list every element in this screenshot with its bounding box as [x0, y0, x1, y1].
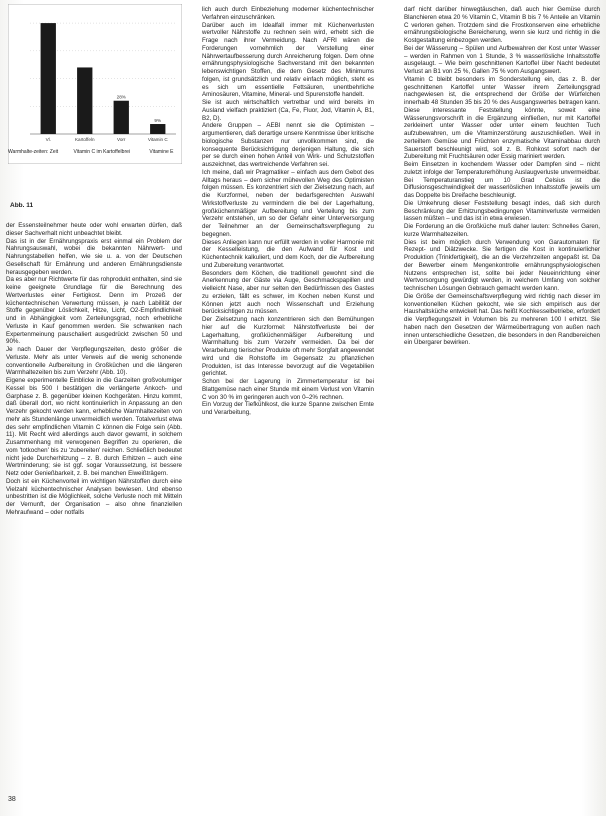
paragraph: Vitamin C bleibt besonders im Sonderstellung ein, das z. B. der geschnittenen Kartoffel unter Wasser ihrem Zerteilungsgrad nachgewiesen ist, die entsprechend der Größe der Würfelchen innerhalb 48 Stunden 35 bis 20 % des Ausgangswertes betragen kann. Diese interessante Feststellung könnte, soweit eine Wässerungsvorschrift in die Ergänzung einfließen, nur mit Kartoffel zerkleinert unter Wasser oder unter einem feuchten Tuch aufzubewahren, um die Vitaminzerstörung auszuschließen. Weil in zerteiltem Gemüse und Früchten enzymatische Vitaminabbau durch Sauerstoff beschleunigt wird, soll z. B. Rohkost sofort nach der Zubereitung mit Fruchtsäuren oder Essig mariniert werden. — [404, 75, 600, 161]
text-column-3 — [404, 6, 600, 347]
paragraph: darf nicht darüber hinwegtäuschen, daß auch hier Gemüse durch Blanchieren etwa 20 % Vitamin C, Vitamin B bis 7 % Anteile an Vitamin C verloren gehen. Trotzdem sind die Frostkonserven eine erhebliche ernährungsbiologische Bereicherung, wenn sie kurz und richtig in die Kostgestaltung einbezogen werden. — [404, 6, 600, 44]
bar-chart — [8, 4, 182, 164]
paragraph: Je nach Dauer der Verpflegungszeiten, desto größer die Verluste. Mehr als unter Verweis auf die wenig schonende conventionelle Aufbereitung in Großküchen und die längeren Warmhaltezeiten bis zum Verzehr (Abb. 10). — [6, 346, 182, 377]
paragraph: Dieses Anliegen kann nur erfüllt werden in voller Harmonie mit der Kesselleistung, die den Aufwand für Kost und Küchentechnik kalkuliert, und dem Koch, der die Aufbereitung und Zubereitung verantwortet. — [202, 238, 374, 269]
paragraph: Besonders dem Köchen, die traditionell gewohnt sind die Anerkennung der Gäste via Auge, Geschmackspapillen und vielleicht Nase, aber nur selten den Bedürfnissen des Gastes zu erzielen, fällt es schwer, im Kochen neben Kunst und Können jetzt auch noch Wissenschaft und Erziehung berücksichtigen zu müssen. — [202, 269, 374, 316]
paragraph: Ein Vorzug der Tiefkühlkost, die kurze Spanne zwischen Ernte und Verarbeitung, — [202, 401, 374, 416]
paragraph: Doch ist ein Küchenvorteil im wichtigen Nährstoffen durch eine Vielzahl küchentechnischer Analysen bewiesen. Und ebenso unbestritten ist die Möglichkeit, solche Verluste noch mit Mitteln der Vernunft, der Organisation – also ohne finanziellen Mehraufwand – oder notfalls — [6, 477, 182, 516]
page-number: 38 — [8, 796, 16, 803]
category-label-2: Vorr — [117, 137, 126, 142]
bar-2 — [114, 101, 129, 134]
value-label-2: 28% — [116, 94, 126, 100]
paragraph: Sie ist auch wirtschaftlich vertretbar und wird bereits im Ausland vielfach praktiziert (Ca, Fe, Fluor, Jod, Vitamin A, B1, B2, D). — [202, 99, 374, 122]
paragraph: Andere Gruppen – AEBI nennt sie die Optimisten – argumentieren, daß derartige unsere Kenntnisse über kritische biologische Substanzen nur unvollkommen sind, die konsequente Berücksichtigung derjenigen Haltung, die sich per se durch einen hohen Anteil von Wirk- und Schutzstoffen auszeichnet, das wertreichende Verfahren sei. — [202, 122, 374, 168]
category-label-1: Kartoffeln — [74, 137, 95, 142]
paragraph: Beim Einsetzen in kochendem Wasser oder Dampfen sind – nicht zuletzt infolge der Temperaturerhöhung Auslaugverluste unvermeidbar. Bei Temperaturanstieg um 10 Grad Celsius ist die Diffusionsgeschwindigkeit der wasserlöslichen Inhaltsstoffe jeweils um das Doppelte bis Dreifache beschleunigt. — [404, 161, 600, 199]
legend-note: Warmhalte-zeiten: Zeit — [8, 149, 59, 155]
value-label-3: 9% — [154, 118, 162, 124]
legend-item-2: Vitamine E — [149, 149, 174, 155]
category-label-0: Vl. — [45, 137, 51, 142]
paragraph: Die Forderung an die Großküche muß daher lauten: Schnelles Garen, kurze Warmhaltezeiten. — [404, 223, 600, 238]
paragraph: der Essensteilnehmer heute oder wohl erwarten dürfen, daß dieser Sachverhalt nicht unbeachtet bleibt. — [6, 222, 182, 237]
paragraph: Bei der Wässerung – Spülen und Aufbewahren der Kost unter Wasser – werden in Rahmen von 1 Stunde, 3 % wasserlösliche Inhaltsstoffe ausgelaugt. – Wie beim geschnittenen Kartoffel über Nacht bedeutet Verlust an B1 von 25 %, Gallen 75 % vom Ausgangswert. — [404, 44, 600, 75]
paragraph: Die Umkehrung dieser Feststellung besagt indes, daß sich durch Beschränkung der Erhitzungsbedingungen Vitaminverluste vermeiden lassen müßten – und das ist in etwa erwiesen. — [404, 199, 600, 223]
paragraph: lich auch durch Einbeziehung moderner küchentechnischer Verfahren einzuschränken. — [202, 6, 374, 21]
paragraph: Das ist in der Ernährungspraxis erst einmal ein Problem der Nahrungsauswahl, wobei die bekannten Nährwert- und Nahrungstabellen helfen, wie sie u. a. von der Deutschen Gesellschaft für Ernährung und anderen Ernährungsdienste herausgegeben werden. — [6, 237, 182, 276]
category-label-3: Vitamin C — [147, 137, 168, 142]
bar-3 — [150, 124, 165, 134]
paragraph: Darüber auch im Idealfall immer mit Küchenverlusten wertvoller Nährstoffe zu rechnen sein wird, erhebt sich die Frage nach ihrer Vermeidung. Nach AFRI wären die Forderungen vornehmlich der Verstellung einer Nährwertaufbesserung durch Anreicherung folgen. Dem ohne ernährungsphysiologische Sachverstand mit den bekannten lebenswichtigen Stoffen, die dem Gesetz des Minimums folgen, ist grundsätzlich und relativ einfach möglich, steht es es sich um essentielle Fettsäuren, unentbehrliche Aminosäuren, Vitamine, Mineral- und Spurenstoffe handelt. — [202, 21, 374, 99]
paragraph: Ich meine, daß wir Pragmatiker – einfach aus dem Gebot des Alltags heraus – dem sicher mühevollen Weg des Optimisten folgen müssen. Es konzentriert sich der Zielsetzung nach, auf die Kurzformel, neben der bedarfsgerechten Auswahl Wirkstoffverluste zu vermindern die bei der Lagerhaltung, großküchenmäßiger Aufbereitung und Verteilung bis zum Verzehr entstehen, um so der Gefahr einer Unterversorgung der Teilnehmer an der Gemeinschaftsverpflegung zu begegnen. — [202, 168, 374, 238]
paragraph: Da es aber nur Richtwerte für das rohprodukt enthalten, sind sie keine geeignete Grundlage für die Berechnung des Wertverlustes einer Fertigkost. Denn im Prozeß der küchentechnischen Verwertung müssen, je nach Labilität der Stoffe gegenüber Löslichkeit, Hitze, Licht, O2-Empfindlichkeit und in Abhängigkeit vom Zerteilungsgrad, noch erhebliche Verluste in Kauf genommen werden. Sie schwanken nach Expertenmeinung pauschaliert ausgedrückt zwischen 50 und 90%. — [6, 276, 182, 346]
paragraph: Eigene experimentelle Einblicke in die Garzeiten großvolumiger Kessel bis 500 l bestätigen die verlängerte Ankoch- und Garphase z. B. gegenüber kleinen Kochgeräten. Hinzu kommt, daß überall dort, wo nicht kontinuierlich in Anpassung an den Verzehr gekocht werden kann, erhebliche Warmhaltezeiten von mehr als Stundenlänge unvermeidlich werden. Totalverlust etwa des sehr empfindlichen Vitamin C können die Folge sein (Abb. 11). Mit Recht wird allerdings auch davor gewarnt, in solchem Zusammenhang mit verwogenen Begriffen zu operieren, die vom 'totkochen' bis zu 'zubereiten' reichen. Schließlich bedeutet nicht jede Durcherhitzung – z. B. durch Erhitzen – auch eine Wertminderung; sie ist ggf. sogar Voraussetzung, ist bessere Netz oder Genießbarkeit, z. B. bei manchen Eiweißträgern. — [6, 377, 182, 477]
paragraph: Der Zielsetzung nach konzentrieren sich den Bemühungen hier auf die Kurzformel: Nährstoffverluste bei der Lagerhaltung, großküchenmäßiger Aufbereitung und Warmhaltung bis zum Verzehr vermeiden. Da bei der Verarbeitung tierischer Produkte oft mehr Sorgfalt angewendet wird und die Rohstoffe im Gegensatz zu pflanzlichen Produkten, ist das Interesse bevorzugt auf die Vegetabilien gerichtet. — [202, 316, 374, 378]
text-column-2 — [202, 6, 374, 417]
figure-caption: Abb. 11 — [10, 202, 34, 209]
paragraph: Die Größe der Gemeinschaftsverpflegung wird richtig nach dieser im konventionellen Küchen gekocht, wie sie sich empirisch aus der Haushaltsküche entwickelt hat. Das heißt Kochkesselbetriebe, erfordert die Verpflegungszeit in Volumen bis zu mehreren 100 l erhitzt. Sie haben nach den Gesetzen der Wärmeübertragung von außen nach innen unterschiedliche Gesetzen, die besonders in den Randbereichen ein Übergarer bewirken. — [404, 292, 600, 347]
paragraph: Dies ist beim möglich durch Verwendung von Garautomaten für Rezept- und Diätzwecke. Sie fertigen die Kost in kontinuierlicher Produktion (Trinkfertigkeit), die an die Verzehrzeiten angepaßt ist. Da der Bewerber einem Mengenkontrolle ernährungsphysiologischen Nutzens entsprechen ist, sollte bei jeder Neueinrichtung einer Wertvorsorgung gewürdigt werden, in welchem Umfang von solcher technischen Lösungen Gebrauch gemacht werden kann. — [404, 238, 600, 292]
paragraph: Schon bei der Lagerung in Zimmertemperatur ist bei Blattgemüse nach einer Stunde mit einem Verlust von Vitamin C von 30 % im geringeren auch von 0–2% rechnen. — [202, 378, 374, 401]
text-column-1 — [6, 222, 182, 517]
bar-1 — [77, 67, 92, 134]
figure-abb-11 — [6, 4, 186, 214]
legend-item-1: Vitamin C im Kartoffelbrei — [73, 149, 131, 155]
chart-legend — [8, 149, 182, 165]
bar-0 — [41, 23, 56, 134]
